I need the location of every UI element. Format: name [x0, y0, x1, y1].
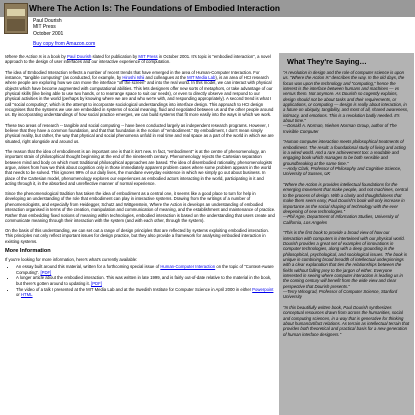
page-header — [0, 0, 415, 17]
page-title: Where The Action Is: The Foundations of Embodied Interaction — [29, 3, 280, 13]
list-item: • A longer article about the embodied interaction. This was written in late 1999, and is fairly out-of-date relative to the material in the book, but there's gotten around to updating it. [PDF] — [16, 275, 276, 286]
book-title-italic: Where the Action Is — [5, 54, 42, 59]
intro-paragraph: Where the Action Is is a book by Paul Dourish slated for publication by MIT Press in October 2001. It's topic is "embodied interaction", a novel approach to the design of user interfaces and our interactive experience of computation. — [5, 54, 271, 65]
book-cover-image — [4, 3, 28, 34]
book-date: October 2001 — [33, 30, 64, 37]
quote-attribution: —Terry Winograd, Professor of Computer Science, Stanford University — [283, 288, 398, 300]
book-meta — [33, 18, 95, 47]
html-link[interactable]: HTML — [20, 292, 33, 298]
book-publisher: MIT Press — [33, 24, 56, 31]
book-author: Paul Dourish — [33, 18, 62, 24]
testimonial-quote: "This is the first book to provide a broad view of how our interaction with computers is intertwined with our physical world. Dourish provides a great set of examples of innovations in computer technologies, along with a deep grounding in the philosophical, psychological, and sociological issues. The book is unique in combining broad breadth of intellectual underpinnings with a clear explanation that ties the relationships between the fields without falling prey to the jargon of either. Everyone interested in seeing where computer interaction is leading us in the coming century will benefit from the wide view and clear perspective that Dourish presents." —Terry Winograd, Professor of Computer Science, Stanford University — [283, 230, 410, 299]
quote-attribution: —Donald A. Norman, Nielsen Norman Group, author of The Invisible Computer — [283, 123, 397, 134]
hci-journal-link[interactable]: Human-Computer Interaction — [160, 264, 216, 270]
mit-media-lab-link[interactable]: MIT Media Lab — [187, 74, 216, 80]
quote-attribution: —Phil Agre, Department of Information Studies, University of California, Los Angeles — [283, 214, 399, 225]
more-info-heading: More Information — [5, 248, 51, 254]
sidebar-heading: What They're Saying… — [287, 57, 367, 66]
author-link[interactable]: Paul Dourish — [66, 54, 92, 59]
testimonial-quote: "In this beautifully written book, Paul Dourish synthesizes conceptual resources drawn from across the humanities, social and computing sciences, in a way that is generative for thinking about human/artifact relations. As terrain as intellectual terrain that provides both theoretical and practical basis for a new generation of human interface designers." — [283, 304, 410, 337]
quote-attribution: —Andy Clark, Professor of Philosophy and Cognitive Science, University of Sussex, UK — [283, 166, 402, 177]
testimonial-quote: "Human computer interaction meets philosophical treatments of embodiment. The result: a foundational study of living and acting in a wired world. And a rare achievement too: a readable and engaging book which manages to be both sensible and groundbreaking at the same time." —Andy Clark, Professor of Philosophy and Cognitive Science, University of Sussex, UK — [283, 139, 410, 176]
paragraph: The idea of Embodied Interaction reflects a number of recent trends that have emerged in the area of Human-Computer Interaction. For instance, "tangible computing" (as conducted, for example, by Hiroshi Ishii and colleagues at the MIT Media Lab), is an area of HCI research where people are exploring how we can move the interface "off the screen" and into the real world. In this model, we can interact with physical objects which have become augmented with computational abilities. This lets designers offer new sorts of metaphors, or take advantage of our physical skills (like being able to use two hands, or to rearrange space to suit our needs), or even to directly observe and respond to our physical activities in the world (perhaps by knowing where we are and who we're with, and responding appropriately). A second trend is what I call "social computing", which is the attempt to incorporate sociological understandings into interface design. This approach to HCI design recognises that the systems we use are embedded in systems of social meaning, fluid and negotiated between us and the other people around us. By incorporating understandings of how social practice emerges, we can build systems that fit more easily into the ways in which we work. — [5, 69, 274, 118]
list-item: • The video of a talk I presented at the MIT Media Lab and at the Swedish Institute for Computer Science in April 2000 in either Powerpoint or HTML — [16, 287, 276, 298]
hiroshi-ishii-link[interactable]: Hiroshi Ishii — [122, 74, 145, 80]
more-info-list — [5, 264, 276, 297]
article-pdf-link[interactable]: [PDF] — [91, 280, 102, 286]
paragraph: On the basis of this understanding, we can set out a range of design principles that are reflected by systems exploiting embodied interaction. This principles not only reflect important issues for design practice, but they also provide a framework for analysing embodied interaction in existing systems. — [5, 228, 269, 244]
essay-pdf-link[interactable]: [PDF] — [40, 269, 52, 275]
main-content — [5, 54, 276, 298]
paragraph: Since the phenomenological tradition has taken the idea of embodiment as a central one, it seems like a good place to turn for help in developing an understanding of the role that embodiment can play in interactive systems. Drawing from the writings of a number of phenomenologists, and especially from Heidegger, Schutz and Wittgenstein, Where the Action is develops an understanding of embodied interaction organised in terms of the creation, manipulation and communication of meaning, and the establishment and maintenance of practice. Rather than embedding fixed notions of meaning within technologies, embodied interaction is based on the understanding that users create and communicate meaning through their interaction with the system (and with each other, through the system). — [5, 191, 276, 223]
testimonial-quote: "Where the Action is provides intellectual foundations for the emerging movement that make people, and not machines, central to the process of design. With a clarity and thoughtfulness that make them seem easy, Paul Dourish's book will only increase in importance as the social shaping of technology with the ever deepening of new technologies." —Phil Agre, Department of Information Studies, University of California, Los Angeles — [283, 182, 410, 225]
testimonials-sidebar — [279, 53, 414, 415]
list-item: • An essay built around this material, written for a forthcoming special issue of Human-Computer Interaction on the topic of "Context-Aware Computing". [PDF] — [16, 264, 276, 275]
paragraph: The reason that the idea of embodiment is an important one is that it isn't new. In fact, "embodiment" is at the centre of phenomenology, an important strain of philosophical thought beginning at the end of the nineteenth century. Phenomenology rejects the Cartesian separation between mind and body on which most traditional philosophical approaches are based. The idea of disembodied rationality, phenomenologists argue, arises from how we think about cognition only in those immediately apparent problem cases where some problem appears in the world that needs to be solved. This ignores 99% of our daily lives, the mundane everyday existence in which we simply go out about business. In place of the Cartesian model, phenomenology explores our experiences as embodied actors interacting in the world, participating in it and acting through it, in the absorbed and unreflective manner of normal experience. — [5, 148, 273, 186]
paragraph: These two areas of research -- tangible and social computing -- have been conducted largely as independent research programs. However, I believe that they have a common foundation, and that that foundation is the notion of "embodiment." By embodiment, I don't mean simply physical reality, but rather, the way that physical and social phenomena unfold in real time and real space as a part of the world in which we are situated, right alongside and around us. — [5, 122, 274, 144]
quotes-list — [279, 66, 414, 337]
more-info-lead: If you're looking for more information, here's what's currently available: — [5, 256, 138, 262]
mit-press-link[interactable]: MIT Press — [138, 54, 158, 59]
testimonial-quote: "A revolution in design and the role of computer science is upon us. "Where the Action Is" describes the way. In the old days, the focus was upon the technology and "computing," hence the interest is the interface between humans and machines — vs versus them. Not anymore. As Dourish so cogently explains, design should not be about tasks and their requirements, or applications, or computing — design is really about interaction, in a future on ubiquity, tangibility, and most of all, shared awareness, intimacy, and emotions. This is a revolution badly needed. It's about time." —Donald A. Norman, Nielsen Norman Group, author of The Invisible Computer — [283, 70, 409, 134]
powerpoint-link[interactable]: Powerpoint — [252, 286, 274, 292]
buy-link[interactable]: Buy copy from Amazon.com — [33, 40, 96, 47]
